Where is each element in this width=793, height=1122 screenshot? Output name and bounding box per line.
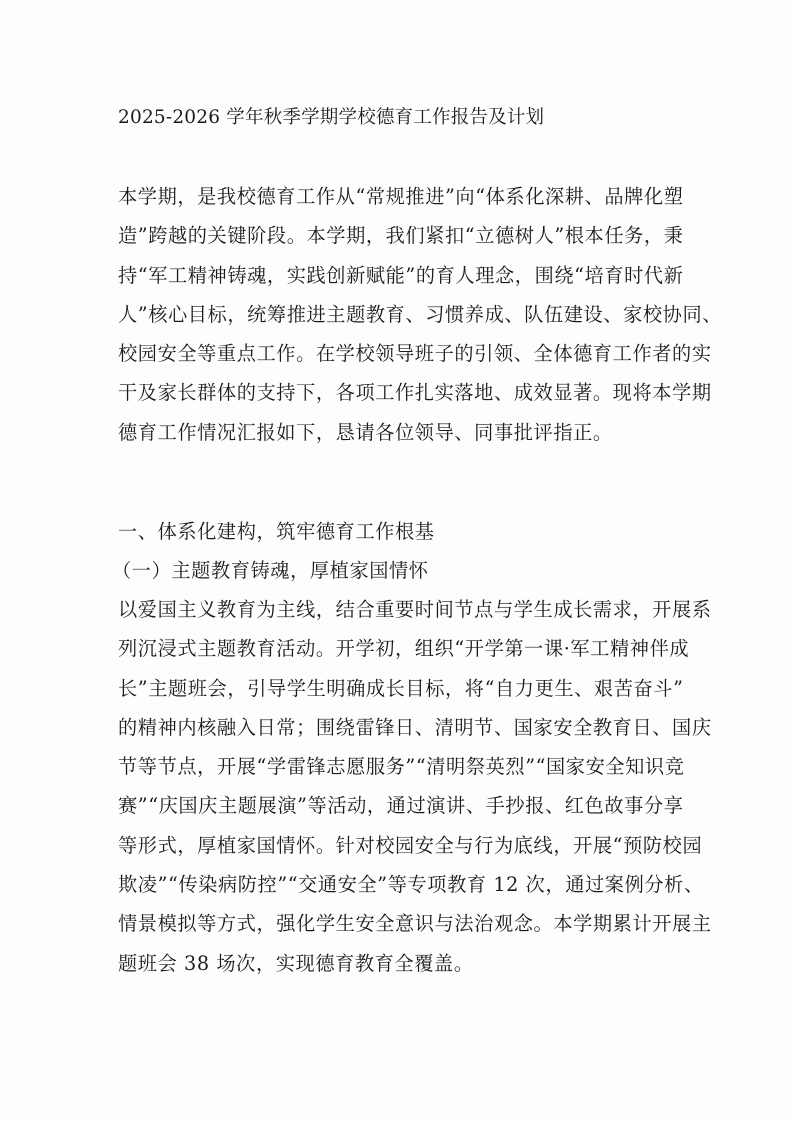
paragraph-line: 德育工作情况汇报如下，恳请各位领导、同事批评指正。 [118,420,613,444]
paragraph-line: 校园安全等重点工作。在学校领导班子的引领、全体德育工作者的实 [118,342,712,366]
paragraph-line: 人”核心目标，统筹推进主题教育、习惯养成、队伍建设、家校协同、 [118,302,723,326]
paragraph-line: 以爱国主义教育为主线，结合重要时间节点与学生成长需求，开展系 [118,598,712,621]
paragraph-line: 的精神内核融入日常；围绕雷锋日、清明节、国家安全教育日、国庆 [118,715,712,739]
subsection-paragraph [118,590,712,983]
paragraph-line: 欺凌”“传染病防控”“交通安全”等专项教育 12 次，通过案例分析、 [118,873,704,897]
paragraph-line: 列沉浸式主题教育活动。开学初，组织“开学第一课·军工精神伴成 [118,637,690,661]
paragraph-line: 情景模拟等方式，强化学生安全意识与法治观念。本学期累计开展主 [118,912,712,936]
paragraph-line: 持“军工精神铸魂，实践创新赋能”的育人理念，围绕“培育时代新 [118,263,684,287]
paragraph-line: 等形式，厚植家国情怀。针对校园安全与行为底线，开展“预防校园 [118,833,703,857]
section-heading: 一、体系化建构，筑牢德育工作根基 [118,520,435,543]
document-title: 2025-2026 学年秋季学期学校德育工作报告及计划 [118,107,545,128]
subsection-heading: （一）主题教育铸魂，厚植家国情怀 [112,559,429,582]
paragraph-line: 干及家长群体的支持下，各项工作扎实落地、成效显著。现将本学期 [118,381,712,405]
paragraph-line: 赛”“庆国庆主题展演”等活动，通过演讲、手抄报、红色故事分享 [118,794,684,818]
paragraph-line: 题班会 38 场次，实现德育教育全覆盖。 [118,951,474,975]
paragraph-line: 造”跨越的关键阶段。本学期，我们紧扣“立德树人”根本任务，秉 [118,224,684,248]
intro-paragraph [118,177,723,452]
paragraph-line: 节等节点，开展“学雷锋志愿服务”“清明祭英烈”“国家安全知识竞 [118,755,685,779]
paragraph-line: 长”主题班会，引导学生明确成长目标，将“自力更生、艰苦奋斗” [118,676,684,700]
paragraph-line: 本学期，是我校德育工作从“常规推进”向“体系化深耕、品牌化塑 [118,185,684,208]
